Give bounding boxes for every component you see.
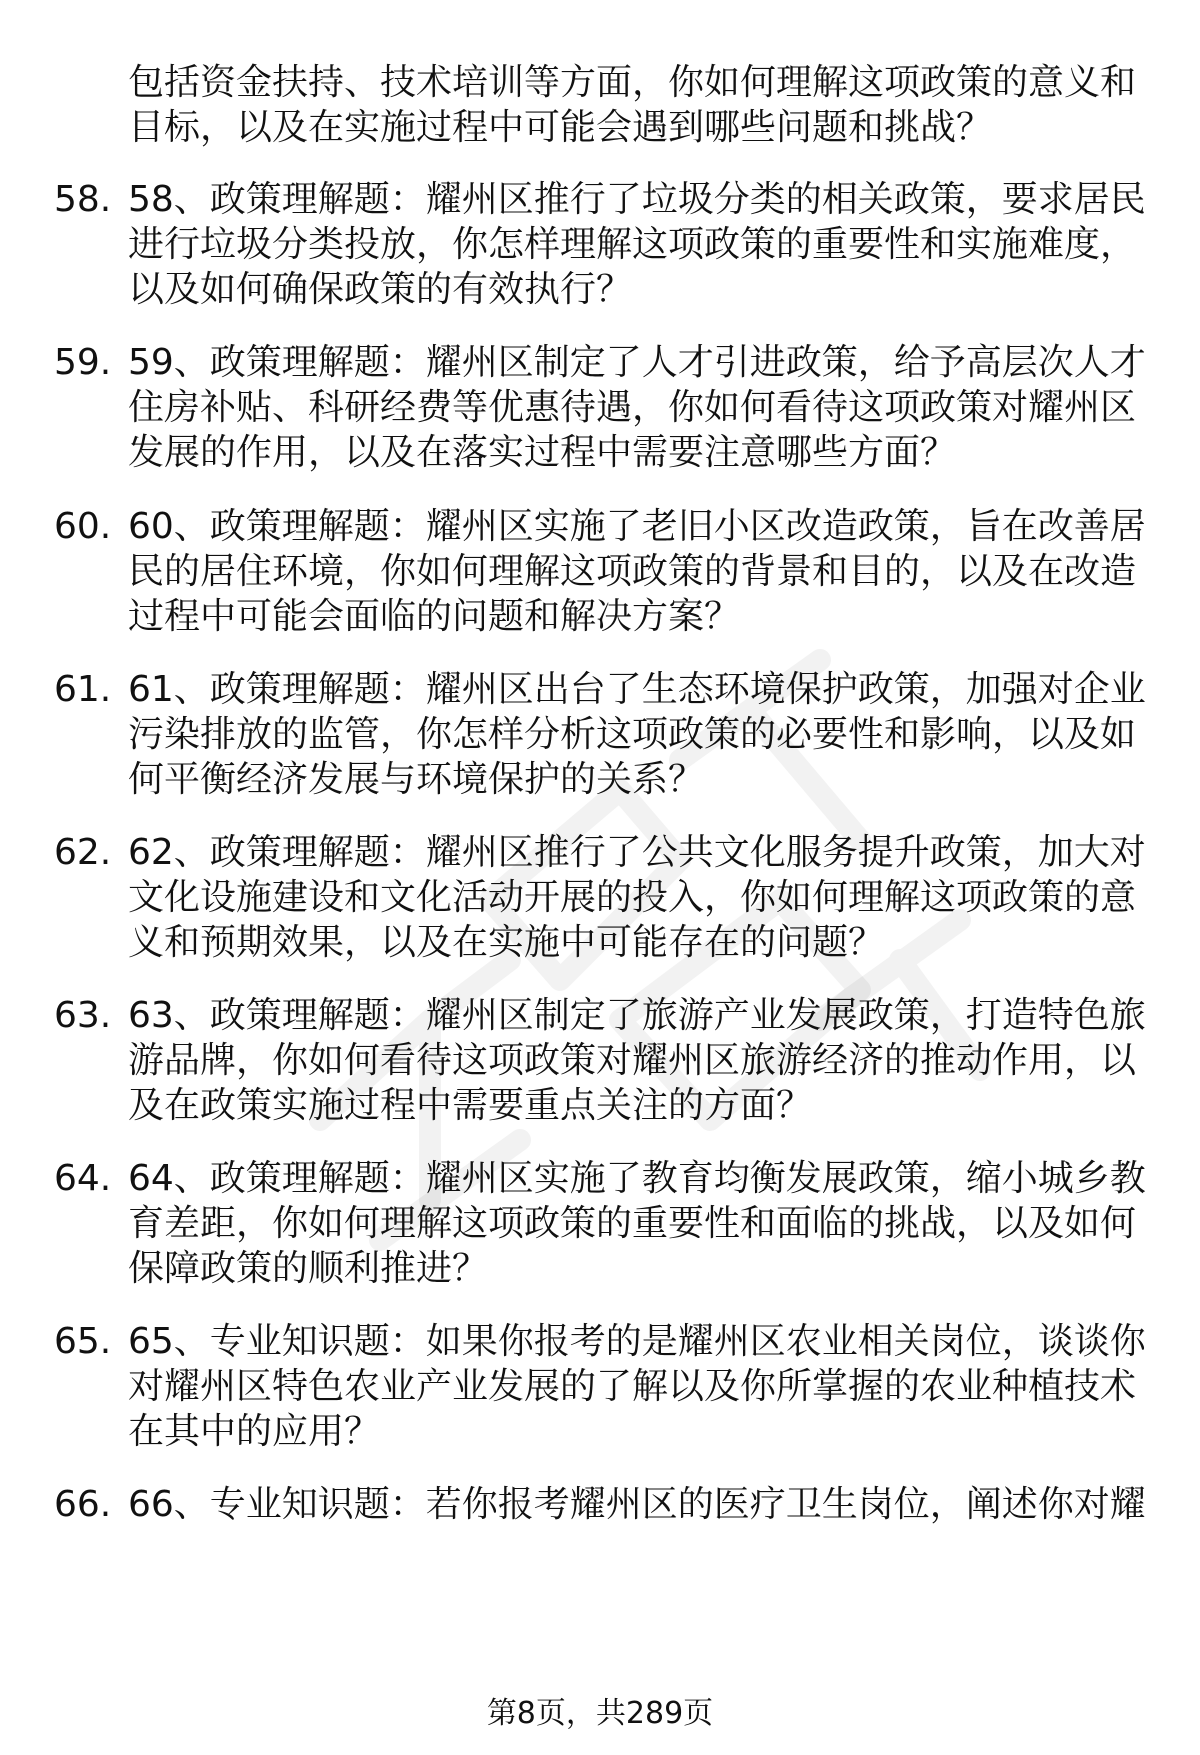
list-item-number: 65. <box>54 1321 112 1362</box>
list-item-number: 59. <box>54 342 112 383</box>
list-item-text: 64、政策理解题：耀州区实施了教育均衡发展政策，缩小城乡教育差距，你如何理解这项政策的重要性和面临的挑战，以及如何保障政策的顺利推进？ <box>128 1158 1146 1289</box>
list-item-text: 59、政策理解题：耀州区制定了人才引进政策，给予高层次人才住房补贴、科研经费等优惠待遇，你如何看待这项政策对耀州区发展的作用，以及在落实过程中需要注意哪些方面？ <box>128 342 1146 473</box>
list-item-text: 58、政策理解题：耀州区推行了垃圾分类的相关政策，要求居民进行垃圾分类投放，你怎样理解这项政策的重要性和实施难度，以及如何确保政策的有效执行？ <box>128 179 1146 310</box>
list-item-text: 65、专业知识题：如果你报考的是耀州区农业相关岗位，谈谈你对耀州区特色农业产业发展的了解以及你所掌握的农业种植技术在其中的应用？ <box>128 1321 1146 1452</box>
list-item-number: 58. <box>54 179 112 220</box>
list-item-number: 62. <box>54 832 112 873</box>
list-item-text: 60、政策理解题：耀州区实施了老旧小区改造政策，旨在改善居民的居住环境，你如何理解这项政策的背景和目的，以及在改造过程中可能会面临的问题和解决方案？ <box>128 506 1146 637</box>
list-item-text: 66、专业知识题：若你报考耀州区的医疗卫生岗位，阐述你对耀 <box>128 1484 1146 1525</box>
list-item-text: 62、政策理解题：耀州区推行了公共文化服务提升政策，加大对文化设施建设和文化活动开展的投入，你如何理解这项政策的意义和预期效果，以及在实施中可能存在的问题？ <box>128 832 1146 963</box>
list-item-number: 64. <box>54 1158 112 1199</box>
list-item-number: 61. <box>54 669 112 710</box>
list-item-number: 63. <box>54 995 112 1036</box>
list-item-text: 61、政策理解题：耀州区出台了生态环境保护政策，加强对企业污染排放的监管，你怎样分析这项政策的必要性和影响，以及如何平衡经济发展与环境保护的关系？ <box>128 669 1146 800</box>
list-item-number: 66. <box>54 1484 112 1525</box>
list-item-text: 63、政策理解题：耀州区制定了旅游产业发展政策，打造特色旅游品牌，你如何看待这项政策对耀州区旅游经济的推动作用，以及在政策实施过程中需要重点关注的方面？ <box>128 995 1146 1126</box>
list-item-number: 60. <box>54 506 112 547</box>
continuation-paragraph: 包括资金扶持、技术培训等方面，你如何理解这项政策的意义和目标，以及在实施过程中可能会遇到哪些问题和挑战？ <box>128 62 1137 148</box>
page-footer: 第8页，共289页 <box>486 1696 714 1731</box>
